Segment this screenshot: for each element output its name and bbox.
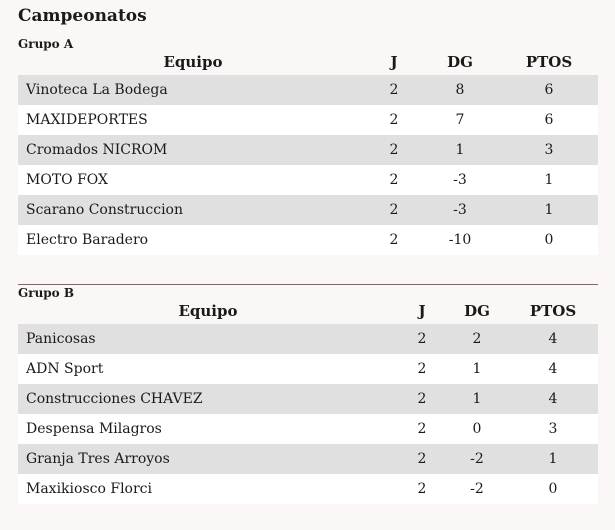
table-row — [18, 135, 598, 165]
points-cell: 6 — [500, 105, 598, 135]
table-row — [18, 105, 598, 135]
played-cell: 2 — [368, 135, 420, 165]
goal-difference-cell: 2 — [446, 324, 508, 354]
team-name-cell: Scarano Construccion — [18, 195, 368, 225]
team-name-cell: Granja Tres Arroyos — [18, 444, 398, 474]
goal-difference-cell: -3 — [420, 165, 500, 195]
column-header-points: PTOS — [525, 53, 573, 71]
points-cell: 4 — [508, 324, 598, 354]
played-cell: 2 — [398, 414, 446, 444]
goal-difference-cell: -2 — [446, 444, 508, 474]
column-header-goal-difference: DG — [464, 302, 490, 320]
points-cell: 4 — [508, 354, 598, 384]
played-cell: 2 — [368, 165, 420, 195]
column-header-team: Equipo — [163, 53, 223, 71]
team-name-cell: ADN Sport — [18, 354, 398, 384]
column-header-points: PTOS — [529, 302, 577, 320]
goal-difference-cell: 7 — [420, 105, 500, 135]
played-cell: 2 — [398, 474, 446, 504]
group-a-label: Grupo A — [18, 37, 74, 51]
points-cell: 1 — [508, 444, 598, 474]
points-cell: 4 — [508, 384, 598, 414]
points-cell: 1 — [500, 195, 598, 225]
team-name-cell: Construcciones CHAVEZ — [18, 384, 398, 414]
table-row — [18, 324, 598, 354]
group-b-label: Grupo B — [18, 286, 75, 300]
points-cell: 3 — [508, 414, 598, 444]
column-header-played: J — [418, 302, 426, 320]
goal-difference-cell: 8 — [420, 75, 500, 105]
played-cell: 2 — [398, 444, 446, 474]
group-a-standings-table — [18, 49, 598, 255]
goal-difference-cell: 1 — [446, 354, 508, 384]
column-header-played: J — [390, 53, 398, 71]
points-cell: 6 — [500, 75, 598, 105]
table-row — [18, 474, 598, 504]
played-cell: 2 — [368, 195, 420, 225]
points-cell: 3 — [500, 135, 598, 165]
goal-difference-cell: -2 — [446, 474, 508, 504]
column-header-goal-difference: DG — [447, 53, 473, 71]
team-name-cell: Cromados NICROM — [18, 135, 368, 165]
goal-difference-cell: 1 — [446, 384, 508, 414]
goal-difference-cell: 1 — [420, 135, 500, 165]
team-name-cell: MAXIDEPORTES — [18, 105, 368, 135]
table-row — [18, 195, 598, 225]
team-name-cell: Vinoteca La Bodega — [18, 75, 368, 105]
played-cell: 2 — [398, 324, 446, 354]
table-row — [18, 354, 598, 384]
table-row — [18, 444, 598, 474]
team-name-cell: Panicosas — [18, 324, 398, 354]
points-cell: 0 — [508, 474, 598, 504]
table-row — [18, 414, 598, 444]
played-cell: 2 — [368, 105, 420, 135]
table-row — [18, 384, 598, 414]
table-header-row — [18, 49, 598, 75]
points-cell: 0 — [500, 225, 598, 255]
team-name-cell: Despensa Milagros — [18, 414, 398, 444]
team-name-cell: Maxikiosco Florci — [18, 474, 398, 504]
column-header-team: Equipo — [178, 302, 238, 320]
goal-difference-cell: -10 — [420, 225, 500, 255]
points-cell: 1 — [500, 165, 598, 195]
played-cell: 2 — [398, 384, 446, 414]
played-cell: 2 — [368, 225, 420, 255]
table-row — [18, 75, 598, 105]
table-row — [18, 165, 598, 195]
goal-difference-cell: -3 — [420, 195, 500, 225]
goal-difference-cell: 0 — [446, 414, 508, 444]
table-header-row — [18, 298, 598, 324]
played-cell: 2 — [368, 75, 420, 105]
group-divider — [18, 284, 598, 285]
team-name-cell: Electro Baradero — [18, 225, 368, 255]
group-b-standings-table — [18, 298, 598, 504]
team-name-cell: MOTO FOX — [18, 165, 368, 195]
page-title: Campeonatos — [18, 6, 147, 26]
table-row — [18, 225, 598, 255]
played-cell: 2 — [398, 354, 446, 384]
